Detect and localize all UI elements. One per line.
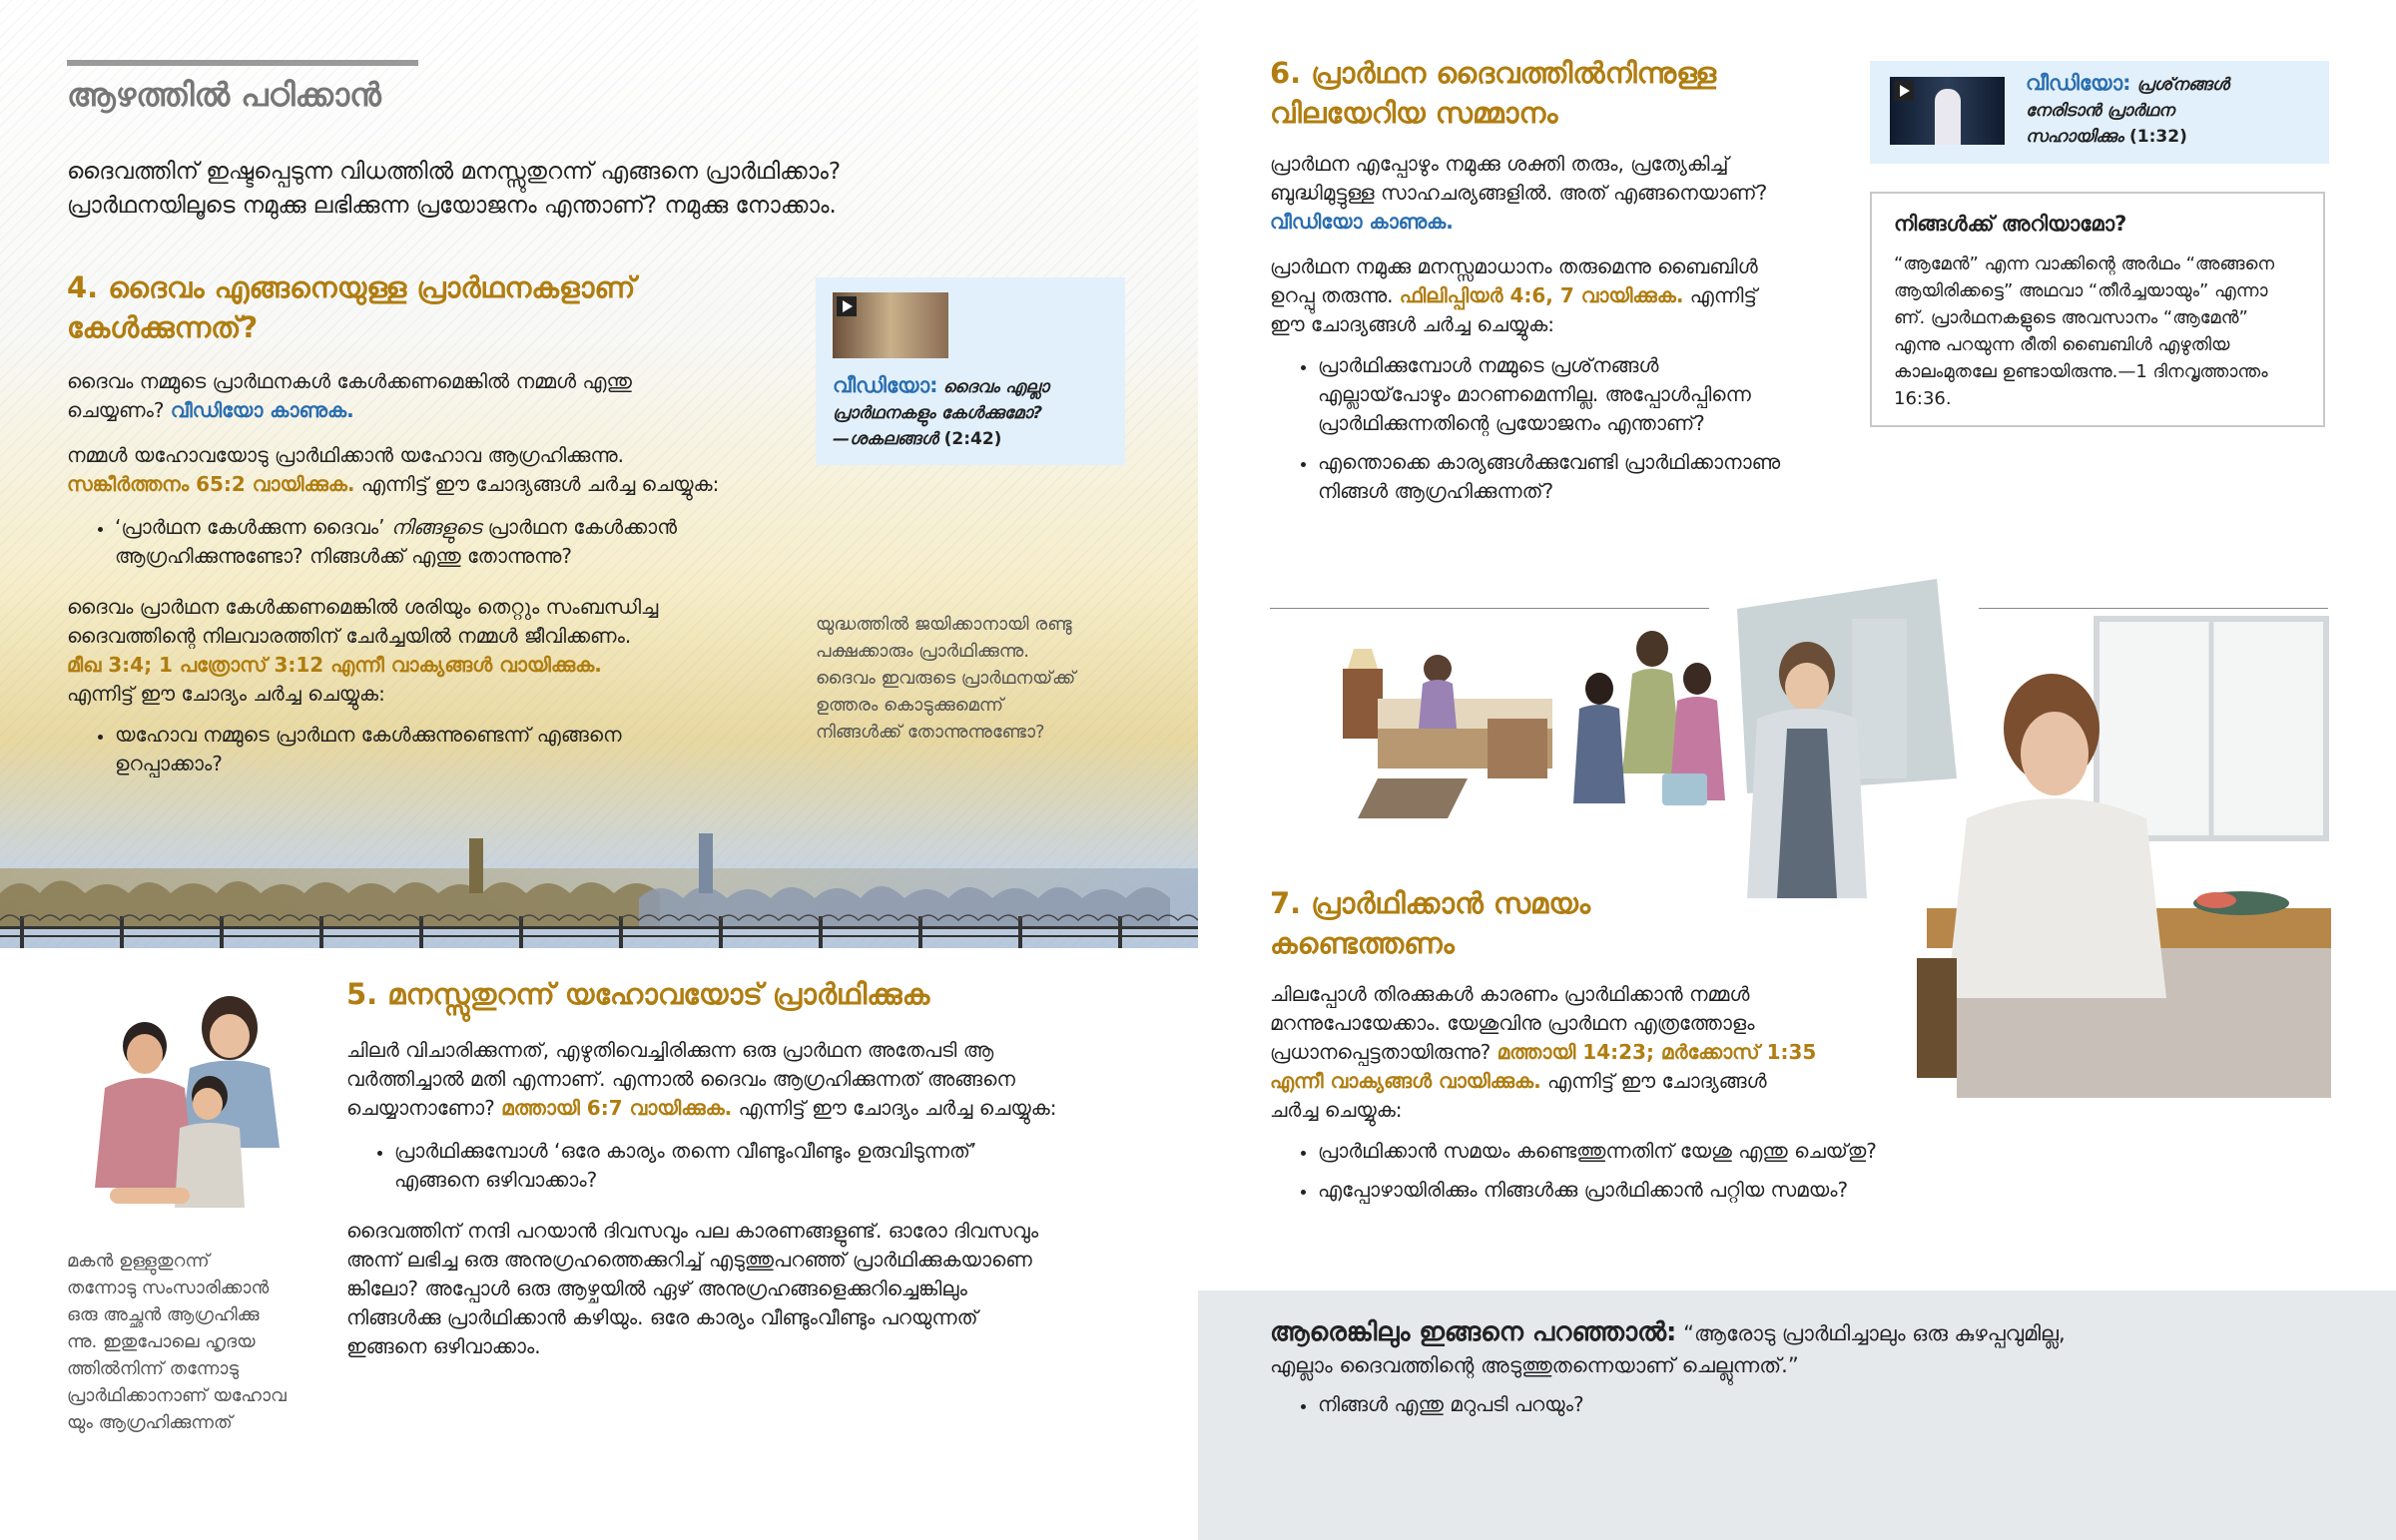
dyk-l3: ണ്. പ്രാർഥനകളുടെ അവസാനം “ആമേൻ” bbox=[1894, 307, 2248, 328]
s6-video-t3: സഹായിക്കും bbox=[2026, 127, 2124, 147]
section-7-title-line1: 7. പ്രാർഥിക്കാൻ സമയം bbox=[1270, 886, 1591, 920]
section-4-body bbox=[67, 367, 786, 788]
s4-b1-b: പ്രാർഥന കേൾക്കാൻ bbox=[481, 515, 677, 539]
s4-p3-l1: ദൈവം പ്രാർഥന കേൾക്കണമെങ്കിൽ ശരിയും തെറ്റും സംബന്ധിച്ച bbox=[67, 595, 659, 619]
s7-p1-l5: ചർച്ച ചെയ്യുക: bbox=[1270, 1098, 1403, 1122]
s4-p3-l4: എന്നിട്ട് ഈ ചോദ്യം ചർച്ച ചെയ്യുക: bbox=[67, 682, 385, 706]
section-7-title bbox=[1270, 883, 1590, 963]
s4-b2-l2: ഉറപ്പാക്കാം? bbox=[115, 752, 223, 775]
list-item bbox=[1318, 351, 1859, 438]
s4-video-t1: ദൈവം എല്ലാ bbox=[942, 377, 1049, 397]
s4-video-thumbnail[interactable] bbox=[833, 292, 948, 358]
s4-p3-l2: ദൈവത്തിന്റെ നിലവാരത്തിന് ചേർച്ചയിൽ നമ്മൾ ജീവിക്കണം. bbox=[67, 624, 632, 648]
s4-p2-rest: എന്നിട്ട് ഈ ചോദ്യങ്ങൾ ചർച്ച ചെയ്യുക: bbox=[354, 472, 720, 496]
list-item bbox=[1318, 448, 1859, 506]
section-6-body bbox=[1270, 150, 1859, 516]
list-item bbox=[115, 721, 786, 778]
s4-caption-l4: ഉത്തരം കൊടുക്കുമെന്ന് bbox=[816, 695, 1004, 716]
s5-p2-l2: അന്ന് ലഭിച്ച ഒരു അനുഗ്രഹത്തെക്കുറിച്ച് എടുത്തുപറഞ്ഞ് പ്രാർഥിക്കുകയാണെ bbox=[346, 1248, 1032, 1272]
section-5-body bbox=[346, 1036, 1165, 1361]
s5-b1-l1: പ്രാർഥിക്കുമ്പോൾ ‘ഒരേ കാര്യം തന്നെ വീണ്ടുംവീണ്ടും ഉരുവിടുന്നത്’ bbox=[394, 1139, 977, 1163]
dyk-l5: കാലംമുതലേ ഉണ്ടായിരുന്നു.—1 ദിനവൃത്താന്തം bbox=[1894, 361, 2268, 382]
section-5-title: 5. മനസ്സുതുറന്ന് യഹോവയോട് പ്രാർഥിക്കുക bbox=[346, 977, 930, 1011]
list-item: • പ്രാർഥിക്കാൻ സമയം കണ്ടെത്തുന്നതിന് യേശു എന്തു ചെയ്‌തു? bbox=[1318, 1137, 2188, 1166]
s5-p2-l3: ങ്കിലോ? അപ്പോൾ ഒരു ആഴ്ചയിൽ ഏഴ് അനുഗ്രഹങ്ങളെക്കുറിച്ചെങ്കിലും bbox=[346, 1277, 967, 1300]
s4-video-t2: പ്രാർഥനകളും കേൾക്കുമോ? bbox=[833, 403, 1043, 423]
list-item bbox=[394, 1137, 1165, 1195]
section-6-title-line2: വിലയേറിയ സമ്മാനം bbox=[1270, 96, 1558, 130]
s5-caption-l5: ത്തിൽനിന്ന് തന്നോടു bbox=[67, 1358, 239, 1379]
s6-b1-l1: പ്രാർഥിക്കുമ്പോൾ നമ്മുടെ പ്രശ്‌നങ്ങൾ bbox=[1318, 353, 1659, 377]
s5-read-matthew[interactable]: മത്തായി 6:7 വായിക്കുക. bbox=[501, 1096, 733, 1120]
section-4-title-line2: കേൾക്കുന്നത്? bbox=[67, 310, 259, 344]
s6-video-text bbox=[2026, 71, 2325, 150]
play-icon bbox=[1894, 81, 1914, 101]
section-6-title bbox=[1270, 53, 1716, 133]
s6-b2-l2: നിങ്ങൾ ആഗ്രഹിക്കുന്നത്? bbox=[1318, 479, 1554, 503]
s7-p1-l2: മറന്നുപോയേക്കാം. യേശുവിനു പ്രാർഥന എത്രത്തോളം bbox=[1270, 1011, 1755, 1035]
intro bbox=[67, 155, 1115, 223]
s4-caption-l1: യുദ്ധത്തിൽ ജയിക്കാനായി രണ്ടു bbox=[816, 614, 1072, 635]
s6-p1-l1: പ്രാർഥന എപ്പോഴും നമുക്കു ശക്തി തരും, പ്രത്യേകിച്ച് bbox=[1270, 152, 1729, 176]
s6-p2-l2b: എന്നിട്ട് bbox=[1683, 283, 1757, 307]
s7-read-matthew-mark[interactable]: മത്തായി 14:23; മർക്കോസ് 1:35 bbox=[1497, 1040, 1817, 1064]
s7-read-verses[interactable]: എന്നീ വാക്യങ്ങൾ വായിക്കുക. bbox=[1270, 1069, 1541, 1093]
s6-b1-l2: എല്ലായ്‌പോഴും മാറണമെന്നില്ല. അപ്പോൾപ്പിന്നെ bbox=[1318, 382, 1751, 406]
someone-says-label: ആരെങ്കിലും ഇങ്ങനെ പറഞ്ഞാൽ: bbox=[1270, 1317, 1677, 1347]
section-header: ആഴത്തിൽ പഠിക്കാൻ bbox=[67, 76, 381, 114]
s5-caption-l6: പ്രാർഥിക്കാനാണ് യഹോവ bbox=[67, 1385, 287, 1406]
s4-p3 bbox=[67, 593, 786, 709]
someone-says-quote-l1: “ആരോടു പ്രാർഥിച്ചാലും ഒരു കുഴപ്പവുമില്ല, bbox=[1676, 1321, 2066, 1345]
s4-p2-l1: നമ്മൾ യഹോവയോടു പ്രാർഥിക്കാൻ യഹോവ ആഗ്രഹിക്കുന്നു. bbox=[67, 443, 624, 467]
s4-read-psalm[interactable]: സങ്കീർത്തനം 65:2 വായിക്കുക. bbox=[67, 472, 355, 496]
s4-video-link[interactable]: വീഡിയോ കാണുക. bbox=[170, 398, 354, 422]
s7-p1 bbox=[1270, 980, 2188, 1125]
s5-p1-l1: ചിലർ വിചാരിക്കുന്നത്, എഴുതിവെച്ചിരിക്കുന്ന ഒരു പ്രാർഥന അതേപടി ആ bbox=[346, 1038, 994, 1062]
s7-p1-l1: ചിലപ്പോൾ തിരക്കുകൾ കാരണം പ്രാർഥിക്കാൻ നമ്മൾ bbox=[1270, 982, 1750, 1006]
list-item: • നിങ്ങൾ എന്തു മറുപടി പറയും? bbox=[1318, 1390, 1584, 1419]
s5-caption bbox=[67, 1248, 326, 1436]
s4-p1-l2: ചെയ്യണം? bbox=[67, 398, 165, 422]
did-you-know-box bbox=[1870, 192, 2325, 427]
s5-p1-l3a: ചെയ്യാനാണോ? bbox=[346, 1096, 502, 1120]
s4-b1-l2: ആഗ്രഹിക്കുന്നുണ്ടോ? നിങ്ങൾക്ക് എന്തു തോന്നുന്നു? bbox=[115, 544, 572, 568]
intro-line-2: പ്രാർഥനയിലൂടെ നമുക്കു ലഭിക്കുന്ന പ്രയോജനം എന്താണ്? നമുക്കു നോക്കാം. bbox=[67, 193, 837, 219]
s5-p2-l4: നിങ്ങൾക്കു പ്രാർഥിക്കാൻ കഴിയും. ഒരേ കാര്യം വീണ്ടുംവീണ്ടും പറയുന്നത് bbox=[346, 1305, 978, 1329]
s4-p2 bbox=[67, 441, 786, 499]
s6-video-box[interactable] bbox=[1870, 61, 2329, 164]
s4-bullets-1 bbox=[67, 513, 786, 571]
s4-bullets-2 bbox=[67, 721, 786, 778]
s5-caption-l4: ന്നു. ഇതുപോലെ ഹൃദയ bbox=[67, 1331, 256, 1352]
s5-bullets bbox=[346, 1137, 1165, 1195]
someone-says-quote-l2: എല്ലാം ദൈവത്തിന്റെ അടുത്തുതന്നെയാണ് ചെല്ലുന്നത്.” bbox=[1270, 1353, 1799, 1377]
section-4-title bbox=[67, 267, 635, 347]
s5-p1-l3b: എന്നിട്ട് ഈ ചോദ്യം ചർച്ച ചെയ്യുക: bbox=[732, 1096, 1057, 1120]
did-you-know-text bbox=[1894, 251, 2301, 412]
dyk-l2: ആയിരിക്കട്ടെ” അഥവാ “തീർച്ചയായും” എന്നാ bbox=[1894, 280, 2268, 301]
s4-caption bbox=[816, 611, 1135, 746]
s5-p1-l2: വർത്തിച്ചാൽ മതി എന്നാണ്. എന്നാൽ ദൈവം ആഗ്രഹിക്കുന്നത് അങ്ങനെ bbox=[346, 1067, 1015, 1091]
s6-video-t2: നേരിടാൻ പ്രാർഥന bbox=[2026, 101, 2174, 121]
s4-p1 bbox=[67, 367, 786, 425]
s6-p2-l1: പ്രാർഥന നമുക്കു മനസ്സമാധാനം തരുമെന്നു ബൈബിൾ bbox=[1270, 255, 1758, 278]
s4-read-micah-peter[interactable]: മീഖ 3:4; 1 പത്രോസ് 3:12 എന്നീ വാക്യങ്ങൾ വായിക്കുക. bbox=[67, 653, 602, 677]
family-illustration bbox=[90, 978, 290, 1228]
presenter-figure bbox=[1935, 89, 1961, 145]
s7-bullets bbox=[1270, 1137, 2188, 1205]
s5-caption-l2: തന്നോടു സംസാരിക്കാൻ bbox=[67, 1278, 270, 1298]
s4-video-text bbox=[833, 373, 1122, 452]
s6-bullets bbox=[1270, 351, 1859, 506]
section-7-title-line2: കണ്ടെത്തണം bbox=[1270, 926, 1455, 960]
s6-p1 bbox=[1270, 150, 1859, 237]
s5-b1-l2: എങ്ങനെ ഒഴിവാക്കാം? bbox=[394, 1168, 598, 1192]
s5-caption-l1: മകൻ ഉള്ളുതുറന്ന് bbox=[67, 1251, 210, 1272]
s4-caption-l3: ദൈവം ഇവരുടെ പ്രാർഥനയ്‌ക്ക് bbox=[816, 668, 1076, 689]
list-item: • എപ്പോഴായിരിക്കും നിങ്ങൾക്കു പ്രാർഥിക്കാൻ പറ്റിയ സമയം? bbox=[1318, 1176, 2188, 1205]
s5-caption-l7: യും ആഗ്രഹിക്കുന്നത് bbox=[67, 1412, 233, 1433]
dyk-l4: എന്നു പറയുന്ന രീതി ബൈബിൾ എഴുതിയ bbox=[1894, 334, 2230, 355]
s6-read-philippians[interactable]: ഫിലിപ്പിയർ 4:6, 7 വായിക്കുക. bbox=[1399, 283, 1684, 307]
section-6-title-line1: 6. പ്രാർഥന ദൈവത്തിൽനിന്നുള്ള bbox=[1270, 56, 1717, 90]
s5-caption-l3: ഒരു അച്ഛൻ ആഗ്രഹിക്കു bbox=[67, 1304, 260, 1325]
s6-p2-l2a: ഉറപ്പു തരുന്നു. bbox=[1270, 283, 1400, 307]
did-you-know-title: നിങ്ങൾക്ക് അറിയാമോ? bbox=[1894, 212, 2127, 236]
s6-b1-l3: പ്രാർഥിക്കുന്നതിന്റെ പ്രയോജനം എന്താണ്? bbox=[1318, 411, 1705, 435]
s4-caption-l5: നിങ്ങൾക്ക് തോന്നുന്നുണ്ടോ? bbox=[816, 722, 1045, 743]
s4-video-label: വീഡിയോ: bbox=[833, 373, 938, 397]
s4-video-t3: —ശകലങ്ങൾ bbox=[833, 429, 938, 449]
s6-video-duration: (1:32) bbox=[2123, 127, 2187, 147]
s4-b1-a: ‘പ്രാർഥന കേൾക്കുന്ന ദൈവം’ bbox=[115, 515, 391, 539]
section-7-body bbox=[1270, 980, 2188, 1215]
s7-p1-l3a: പ്രധാനപ്പെട്ടതായിരുന്നു? bbox=[1270, 1040, 1498, 1064]
s4-p1-l1: ദൈവം നമ്മുടെ പ്രാർഥനകൾ കേൾക്കണമെങ്കിൽ നമ്മൾ എന്തു bbox=[67, 369, 632, 393]
s5-p2 bbox=[346, 1217, 1165, 1361]
s6-video-link[interactable]: വീഡിയോ കാണുക. bbox=[1270, 210, 1454, 234]
dyk-l1: “ആമേൻ” എന്ന വാക്കിന്റെ അർഥം “അങ്ങനെ bbox=[1894, 254, 2275, 274]
s4-caption-l2: പക്ഷക്കാരും പ്രാർഥിക്കുന്നു. bbox=[816, 641, 1029, 662]
s4-b2-l1: യഹോവ നമ്മുടെ പ്രാർഥന കേൾക്കുന്നുണ്ടെന്ന് എങ്ങനെ bbox=[115, 723, 622, 747]
s6-p2-l3: ഈ ചോദ്യങ്ങൾ ചർച്ച ചെയ്യുക: bbox=[1270, 312, 1554, 336]
s5-p2-l5: ഇങ്ങനെ ഒഴിവാക്കാം. bbox=[346, 1334, 541, 1358]
s6-b2-l1: എന്തൊക്കെ കാര്യങ്ങൾക്കുവേണ്ടി പ്രാർഥിക്കാനാണു bbox=[1318, 450, 1781, 474]
someone-says-box bbox=[1198, 1290, 2396, 1540]
someone-says-text bbox=[1270, 1316, 2368, 1381]
s5-p1 bbox=[346, 1036, 1165, 1123]
s4-video-box[interactable] bbox=[816, 277, 1125, 465]
s6-video-label: വീഡിയോ: bbox=[2026, 71, 2131, 95]
s6-video-t1: പ്രശ്‌നങ്ങൾ bbox=[2130, 75, 2229, 95]
dyk-l6: 16:36. bbox=[1894, 388, 1952, 409]
intro-line-1: ദൈവത്തിന് ഇഷ്ടപ്പെടുന്ന വിധത്തിൽ മനസ്സുതുറന്ന് എങ്ങനെ പ്രാർഥിക്കാം? bbox=[67, 159, 842, 185]
someone-says-bullets bbox=[1270, 1390, 1584, 1429]
s4-b1-em: നിങ്ങളുടെ bbox=[390, 515, 482, 539]
play-icon bbox=[837, 296, 857, 316]
s4-video-duration: (2:42) bbox=[937, 429, 1002, 449]
s6-video-thumbnail[interactable] bbox=[1890, 77, 2005, 145]
s6-p2 bbox=[1270, 253, 1859, 339]
s5-p2-l1: ദൈവത്തിന് നന്ദി പറയാൻ ദിവസവും പല കാരണങ്ങളുണ്ട്. ഓരോ ദിവസവും bbox=[346, 1219, 1039, 1243]
list-item bbox=[115, 513, 786, 571]
section-4-title-line1: 4. ദൈവം എങ്ങനെയുള്ള പ്രാർഥനകളാണ് bbox=[67, 270, 636, 304]
s6-p1-l2: ബുദ്ധിമുട്ടുള്ള സാഹചര്യങ്ങളിൽ. അത് എങ്ങനെയാണ്? bbox=[1270, 181, 1768, 205]
soldiers-illustration bbox=[0, 798, 1198, 948]
section-header-rule bbox=[67, 60, 418, 66]
s7-p1-l4b: എന്നിട്ട് ഈ ചോദ്യങ്ങൾ bbox=[1540, 1069, 1767, 1093]
